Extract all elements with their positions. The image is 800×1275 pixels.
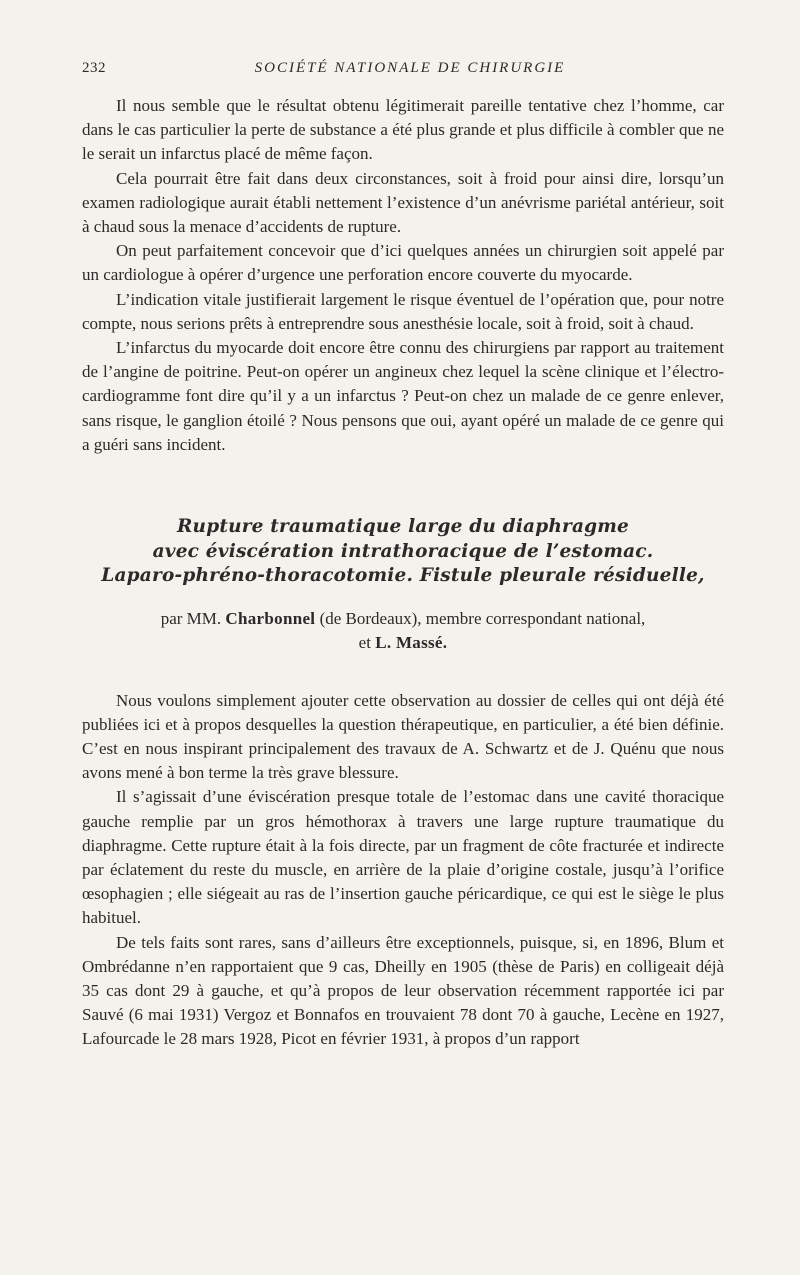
- byline-conjunction: et: [358, 632, 371, 652]
- section-title-line: avec éviscération intrathoracique de l’estomac.: [152, 540, 654, 562]
- paragraph: L’infarctus du myocarde doit encore être connu des chirurgiens par rapport au traitement de l’angine de poitrine. Peut-on opérer un angineux chez lequel la scène clinique et l’électro-cardiogramme font dire qu’il y a un infarctus ? Peut-on chez un malade de ce genre enlever, sans risque, le ganglion étoilé ? Nous pensons que oui, ayant opéré un malade de ce genre qui a guéri sans incident.: [82, 338, 724, 454]
- authors-byline: [82, 607, 724, 655]
- article-section: [82, 515, 724, 1052]
- section-title-line: Rupture traumatique large du diaphragme: [176, 516, 630, 538]
- section-title-line: Laparo-phréno-thoracotomie. Fistule pleurale résiduelle,: [101, 565, 705, 587]
- section-title: [82, 515, 724, 589]
- running-title: SOCIÉTÉ NATIONALE DE CHIRURGIE: [254, 60, 566, 76]
- section-text: [82, 689, 724, 1052]
- intro-text: [82, 94, 724, 457]
- paragraph: L’indication vitale justifierait largement le risque éventuel de l’opération que, pour notre compte, nous serions prêts à entreprendre sous anesthésie locale, soit à froid, soit à chaud.: [82, 289, 724, 333]
- author-name: L. Massé.: [375, 632, 448, 652]
- running-header: 232 SOCIÉTÉ NATIONALE DE CHIRURGIE: [82, 60, 724, 90]
- paragraph: Nous voulons simplement ajouter cette observation au dossier de celles qui ont déjà été publiées ici et à propos desquelles la question thérapeutique, en particulier, a été bien définie. C’est en nous inspirant principalement des travaux de A. Schwartz et de J. Quénu que nous avons mené à bon terme la très grave blessure.: [82, 690, 724, 783]
- paragraph: Il s’agissait d’une éviscération presque totale de l’estomac dans une cavité thoracique gauche remplie par un gros hémothorax à travers une large rupture traumatique du diaphragme. Cette rupture était à la fois directe, par un fragment de côte fracturée et indirecte par éclatement du reste du muscle, en arrière de la plaie d’origine costale, jusqu’à l’orifice œsophagien ; elle siégeait au ras de l’insertion gauche péricardique, ce qui est le siège le plus habituel.: [82, 787, 724, 928]
- byline-prefix: par MM.: [160, 608, 222, 628]
- paragraph: Il nous semble que le résultat obtenu légitimerait pareille tentative chez l’homme, car dans le cas particulier la perte de substance a été plus grande et plus difficile à combler que ne le serait un infarctus placé de même façon.: [82, 96, 724, 164]
- author-affiliation: (de Bordeaux), membre correspondant national,: [319, 608, 646, 628]
- paragraph: De tels faits sont rares, sans d’ailleurs être exceptionnels, puisque, si, en 1896, Blum et Ombrédanne n’en rapportaient que 9 cas, Dheilly en 1905 (thèse de Paris) en colligeait déjà 35 cas dont 29 à gauche, et qu’à propos de leur observation récemment rapportée ici par Sauvé (6 mai 1931) Vergoz et Bonnafos en trouvaient 78 dont 70 à gauche, Lecène en 1927, Lafourcade le 28 mars 1928, Picot en février 1931, à propos d’un rapport: [82, 932, 724, 1049]
- paragraph: Cela pourrait être fait dans deux circonstances, soit à froid pour ainsi dire, lorsqu’un examen radiologique aurait établi nettement l’existence d’un anévrisme pariétal antérieur, soit à chaud sous la menace d’accidents de rupture.: [82, 168, 724, 237]
- paragraph: On peut parfaitement concevoir que d’ici quelques années un chirurgien soit appelé par un cardiologue à opérer d’urgence une perforation encore couverte du myocarde.: [82, 241, 724, 285]
- author-name: Charbonnel: [225, 608, 316, 628]
